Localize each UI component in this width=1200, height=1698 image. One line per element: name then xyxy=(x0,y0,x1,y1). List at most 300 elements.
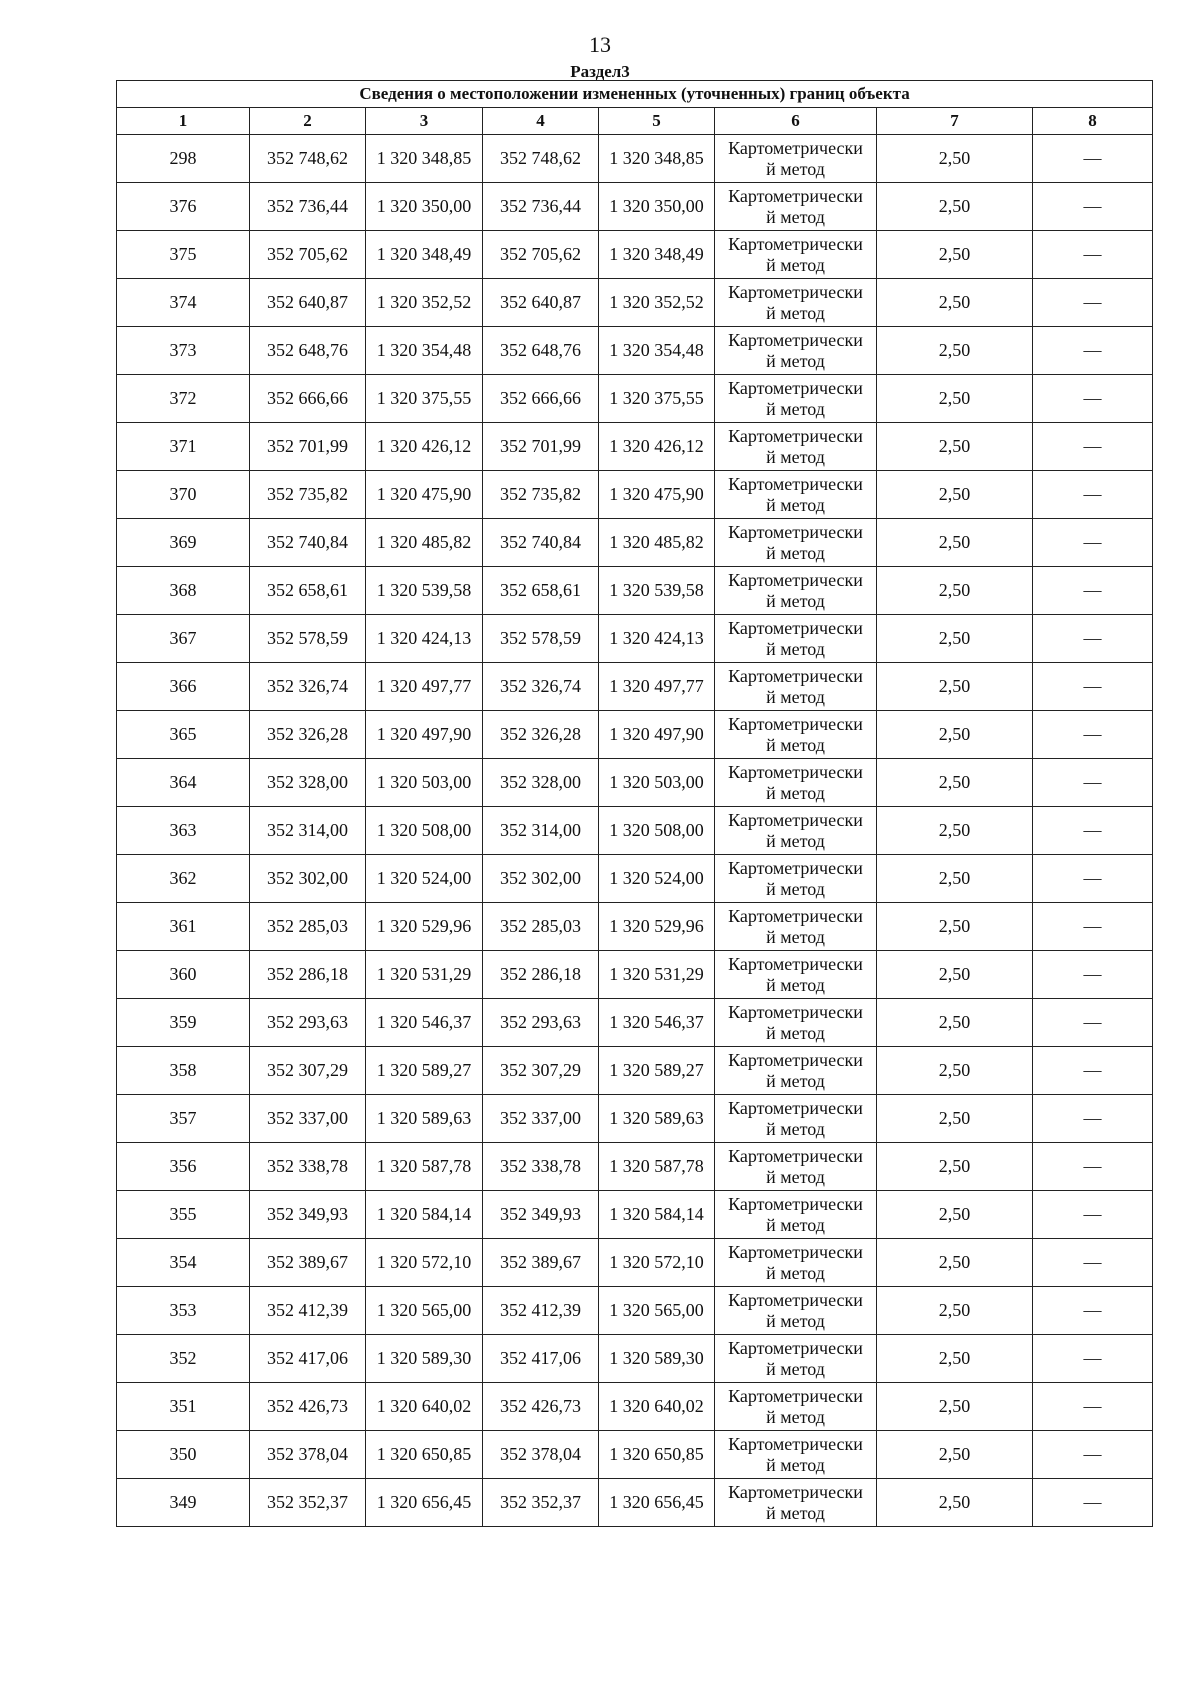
method-text-line2: й метод xyxy=(766,206,825,227)
point-number-cell: 362 xyxy=(117,855,250,903)
x-new-cell: 352 389,67 xyxy=(483,1239,599,1287)
table-row xyxy=(117,1047,1153,1095)
table-row xyxy=(117,567,1153,615)
method-text-line1: Картометрически xyxy=(728,1193,863,1214)
method-text-line2: й метод xyxy=(766,830,825,851)
y-old-cell: 1 320 497,77 xyxy=(366,663,483,711)
method-text-line2: й метод xyxy=(766,446,825,467)
accuracy-cell: 2,50 xyxy=(877,1143,1033,1191)
x-old-cell: 352 658,61 xyxy=(250,567,366,615)
method-text-line1: Картометрически xyxy=(728,953,863,974)
x-new-cell: 352 314,00 xyxy=(483,807,599,855)
method-text-line1: Картометрически xyxy=(728,1433,863,1454)
method-cell xyxy=(715,183,877,231)
method-text-line1: Картометрически xyxy=(728,281,863,302)
x-old-cell: 352 302,00 xyxy=(250,855,366,903)
point-number-cell: 351 xyxy=(117,1383,250,1431)
method-text-line1: Картометрически xyxy=(728,185,863,206)
table-row xyxy=(117,1287,1153,1335)
method-text-line2: й метод xyxy=(766,254,825,275)
note-cell: — xyxy=(1033,855,1153,903)
accuracy-cell: 2,50 xyxy=(877,183,1033,231)
y-new-cell: 1 320 572,10 xyxy=(599,1239,715,1287)
accuracy-cell: 2,50 xyxy=(877,375,1033,423)
y-old-cell: 1 320 354,48 xyxy=(366,327,483,375)
point-number-cell: 349 xyxy=(117,1479,250,1527)
x-new-cell: 352 648,76 xyxy=(483,327,599,375)
x-old-cell: 352 578,59 xyxy=(250,615,366,663)
point-number-cell: 352 xyxy=(117,1335,250,1383)
note-cell: — xyxy=(1033,711,1153,759)
x-new-cell: 352 417,06 xyxy=(483,1335,599,1383)
y-old-cell: 1 320 539,58 xyxy=(366,567,483,615)
y-old-cell: 1 320 546,37 xyxy=(366,999,483,1047)
method-cell xyxy=(715,855,877,903)
x-old-cell: 352 412,39 xyxy=(250,1287,366,1335)
method-cell xyxy=(715,231,877,279)
column-number: 3 xyxy=(366,108,483,135)
x-new-cell: 352 285,03 xyxy=(483,903,599,951)
method-text-line1: Картометрически xyxy=(728,233,863,254)
y-old-cell: 1 320 587,78 xyxy=(366,1143,483,1191)
method-text-line2: й метод xyxy=(766,350,825,371)
y-new-cell: 1 320 589,27 xyxy=(599,1047,715,1095)
point-number-cell: 353 xyxy=(117,1287,250,1335)
method-cell xyxy=(715,999,877,1047)
y-new-cell: 1 320 589,30 xyxy=(599,1335,715,1383)
note-cell: — xyxy=(1033,1143,1153,1191)
method-cell xyxy=(715,1095,877,1143)
point-number-cell: 359 xyxy=(117,999,250,1047)
y-old-cell: 1 320 589,30 xyxy=(366,1335,483,1383)
y-old-cell: 1 320 584,14 xyxy=(366,1191,483,1239)
point-number-cell: 358 xyxy=(117,1047,250,1095)
y-old-cell: 1 320 531,29 xyxy=(366,951,483,999)
table-row xyxy=(117,423,1153,471)
table-row xyxy=(117,951,1153,999)
method-cell xyxy=(715,1383,877,1431)
method-text-line1: Картометрически xyxy=(728,569,863,590)
accuracy-cell: 2,50 xyxy=(877,663,1033,711)
y-old-cell: 1 320 589,63 xyxy=(366,1095,483,1143)
y-new-cell: 1 320 475,90 xyxy=(599,471,715,519)
point-number-cell: 357 xyxy=(117,1095,250,1143)
method-cell xyxy=(715,663,877,711)
note-cell: — xyxy=(1033,1239,1153,1287)
accuracy-cell: 2,50 xyxy=(877,279,1033,327)
note-cell: — xyxy=(1033,471,1153,519)
method-text-line2: й метод xyxy=(766,878,825,899)
method-text-line2: й метод xyxy=(766,782,825,803)
method-text-line1: Картометрически xyxy=(728,1481,863,1502)
note-cell: — xyxy=(1033,231,1153,279)
method-text-line2: й метод xyxy=(766,1454,825,1475)
method-cell xyxy=(715,519,877,567)
x-new-cell: 352 735,82 xyxy=(483,471,599,519)
table-row xyxy=(117,471,1153,519)
note-cell: — xyxy=(1033,135,1153,183)
table-row xyxy=(117,1335,1153,1383)
accuracy-cell: 2,50 xyxy=(877,1335,1033,1383)
method-text-line1: Картометрически xyxy=(728,521,863,542)
point-number-cell: 356 xyxy=(117,1143,250,1191)
y-old-cell: 1 320 640,02 xyxy=(366,1383,483,1431)
x-new-cell: 352 326,74 xyxy=(483,663,599,711)
x-old-cell: 352 666,66 xyxy=(250,375,366,423)
table-row xyxy=(117,615,1153,663)
point-number-cell: 371 xyxy=(117,423,250,471)
method-text-line2: й метод xyxy=(766,1262,825,1283)
note-cell: — xyxy=(1033,423,1153,471)
method-cell xyxy=(715,1479,877,1527)
table-row xyxy=(117,327,1153,375)
note-cell: — xyxy=(1033,327,1153,375)
y-new-cell: 1 320 587,78 xyxy=(599,1143,715,1191)
method-cell xyxy=(715,1335,877,1383)
note-cell: — xyxy=(1033,615,1153,663)
method-cell xyxy=(715,711,877,759)
point-number-cell: 364 xyxy=(117,759,250,807)
point-number-cell: 374 xyxy=(117,279,250,327)
method-text-line1: Картометрически xyxy=(728,1097,863,1118)
accuracy-cell: 2,50 xyxy=(877,1287,1033,1335)
x-old-cell: 352 352,37 xyxy=(250,1479,366,1527)
point-number-cell: 370 xyxy=(117,471,250,519)
x-new-cell: 352 338,78 xyxy=(483,1143,599,1191)
accuracy-cell: 2,50 xyxy=(877,1047,1033,1095)
column-number: 4 xyxy=(483,108,599,135)
note-cell: — xyxy=(1033,183,1153,231)
point-number-cell: 369 xyxy=(117,519,250,567)
point-number-cell: 372 xyxy=(117,375,250,423)
y-new-cell: 1 320 584,14 xyxy=(599,1191,715,1239)
table-row xyxy=(117,231,1153,279)
method-text-line1: Картометрически xyxy=(728,713,863,734)
x-old-cell: 352 328,00 xyxy=(250,759,366,807)
x-new-cell: 352 328,00 xyxy=(483,759,599,807)
method-cell xyxy=(715,1287,877,1335)
table-row xyxy=(117,807,1153,855)
y-new-cell: 1 320 503,00 xyxy=(599,759,715,807)
method-text-line1: Картометрически xyxy=(728,1337,863,1358)
x-old-cell: 352 701,99 xyxy=(250,423,366,471)
accuracy-cell: 2,50 xyxy=(877,711,1033,759)
x-old-cell: 352 735,82 xyxy=(250,471,366,519)
x-old-cell: 352 337,00 xyxy=(250,1095,366,1143)
x-new-cell: 352 326,28 xyxy=(483,711,599,759)
x-new-cell: 352 293,63 xyxy=(483,999,599,1047)
method-cell xyxy=(715,135,877,183)
method-cell xyxy=(715,375,877,423)
x-new-cell: 352 426,73 xyxy=(483,1383,599,1431)
method-text-line2: й метод xyxy=(766,1070,825,1091)
x-new-cell: 352 640,87 xyxy=(483,279,599,327)
method-text-line2: й метод xyxy=(766,542,825,563)
y-new-cell: 1 320 426,12 xyxy=(599,423,715,471)
y-old-cell: 1 320 348,49 xyxy=(366,231,483,279)
method-text-line1: Картометрически xyxy=(728,761,863,782)
table-row xyxy=(117,135,1153,183)
x-new-cell: 352 337,00 xyxy=(483,1095,599,1143)
method-text-line2: й метод xyxy=(766,1214,825,1235)
accuracy-cell: 2,50 xyxy=(877,855,1033,903)
accuracy-cell: 2,50 xyxy=(877,1479,1033,1527)
y-new-cell: 1 320 375,55 xyxy=(599,375,715,423)
note-cell: — xyxy=(1033,1095,1153,1143)
table-row xyxy=(117,1095,1153,1143)
x-new-cell: 352 701,99 xyxy=(483,423,599,471)
method-text-line1: Картометрически xyxy=(728,1241,863,1262)
point-number-cell: 361 xyxy=(117,903,250,951)
y-new-cell: 1 320 350,00 xyxy=(599,183,715,231)
x-old-cell: 352 326,74 xyxy=(250,663,366,711)
x-old-cell: 352 748,62 xyxy=(250,135,366,183)
method-cell xyxy=(715,807,877,855)
note-cell: — xyxy=(1033,1479,1153,1527)
y-old-cell: 1 320 426,12 xyxy=(366,423,483,471)
method-cell xyxy=(715,423,877,471)
column-number: 8 xyxy=(1033,108,1153,135)
method-text-line2: й метод xyxy=(766,158,825,179)
x-new-cell: 352 302,00 xyxy=(483,855,599,903)
x-new-cell: 352 307,29 xyxy=(483,1047,599,1095)
point-number-cell: 368 xyxy=(117,567,250,615)
method-text-line1: Картометрически xyxy=(728,1385,863,1406)
method-cell xyxy=(715,1143,877,1191)
method-text-line2: й метод xyxy=(766,1502,825,1523)
note-cell: — xyxy=(1033,999,1153,1047)
accuracy-cell: 2,50 xyxy=(877,471,1033,519)
note-cell: — xyxy=(1033,567,1153,615)
accuracy-cell: 2,50 xyxy=(877,615,1033,663)
point-number-cell: 367 xyxy=(117,615,250,663)
x-new-cell: 352 705,62 xyxy=(483,231,599,279)
method-text-line1: Картометрически xyxy=(728,473,863,494)
y-new-cell: 1 320 539,58 xyxy=(599,567,715,615)
y-old-cell: 1 320 524,00 xyxy=(366,855,483,903)
method-text-line2: й метод xyxy=(766,734,825,755)
y-new-cell: 1 320 565,00 xyxy=(599,1287,715,1335)
point-number-cell: 298 xyxy=(117,135,250,183)
method-text-line2: й метод xyxy=(766,686,825,707)
table-row xyxy=(117,1143,1153,1191)
y-new-cell: 1 320 348,49 xyxy=(599,231,715,279)
x-new-cell: 352 740,84 xyxy=(483,519,599,567)
accuracy-cell: 2,50 xyxy=(877,1431,1033,1479)
method-cell xyxy=(715,279,877,327)
y-new-cell: 1 320 529,96 xyxy=(599,903,715,951)
column-number: 2 xyxy=(250,108,366,135)
coordinates-table xyxy=(116,80,1153,1527)
y-old-cell: 1 320 375,55 xyxy=(366,375,483,423)
method-cell xyxy=(715,1191,877,1239)
x-old-cell: 352 740,84 xyxy=(250,519,366,567)
accuracy-cell: 2,50 xyxy=(877,1383,1033,1431)
x-new-cell: 352 412,39 xyxy=(483,1287,599,1335)
method-text-line2: й метод xyxy=(766,398,825,419)
y-old-cell: 1 320 589,27 xyxy=(366,1047,483,1095)
method-text-line2: й метод xyxy=(766,1310,825,1331)
note-cell: — xyxy=(1033,903,1153,951)
accuracy-cell: 2,50 xyxy=(877,1095,1033,1143)
method-text-line1: Картометрически xyxy=(728,665,863,686)
y-old-cell: 1 320 529,96 xyxy=(366,903,483,951)
method-text-line2: й метод xyxy=(766,638,825,659)
y-old-cell: 1 320 508,00 xyxy=(366,807,483,855)
table-row xyxy=(117,711,1153,759)
table-row xyxy=(117,519,1153,567)
note-cell: — xyxy=(1033,1047,1153,1095)
table-row xyxy=(117,279,1153,327)
x-new-cell: 352 666,66 xyxy=(483,375,599,423)
method-text-line2: й метод xyxy=(766,1406,825,1427)
x-old-cell: 352 736,44 xyxy=(250,183,366,231)
method-text-line2: й метод xyxy=(766,1166,825,1187)
y-old-cell: 1 320 650,85 xyxy=(366,1431,483,1479)
method-cell xyxy=(715,951,877,999)
y-new-cell: 1 320 348,85 xyxy=(599,135,715,183)
accuracy-cell: 2,50 xyxy=(877,999,1033,1047)
method-text-line2: й метод xyxy=(766,494,825,515)
x-old-cell: 352 286,18 xyxy=(250,951,366,999)
table-caption: Сведения о местоположении измененных (уточненных) границ объекта xyxy=(117,81,1153,108)
method-text-line1: Картометрически xyxy=(728,809,863,830)
x-old-cell: 352 389,67 xyxy=(250,1239,366,1287)
table-row xyxy=(117,1239,1153,1287)
note-cell: — xyxy=(1033,1287,1153,1335)
x-old-cell: 352 648,76 xyxy=(250,327,366,375)
y-new-cell: 1 320 589,63 xyxy=(599,1095,715,1143)
method-text-line2: й метод xyxy=(766,590,825,611)
accuracy-cell: 2,50 xyxy=(877,135,1033,183)
x-new-cell: 352 748,62 xyxy=(483,135,599,183)
table-row xyxy=(117,1191,1153,1239)
note-cell: — xyxy=(1033,759,1153,807)
note-cell: — xyxy=(1033,807,1153,855)
method-cell xyxy=(715,327,877,375)
method-text-line2: й метод xyxy=(766,1022,825,1043)
x-old-cell: 352 293,63 xyxy=(250,999,366,1047)
y-old-cell: 1 320 503,00 xyxy=(366,759,483,807)
point-number-cell: 366 xyxy=(117,663,250,711)
x-old-cell: 352 326,28 xyxy=(250,711,366,759)
x-new-cell: 352 378,04 xyxy=(483,1431,599,1479)
y-old-cell: 1 320 475,90 xyxy=(366,471,483,519)
method-cell xyxy=(715,1047,877,1095)
accuracy-cell: 2,50 xyxy=(877,327,1033,375)
y-old-cell: 1 320 572,10 xyxy=(366,1239,483,1287)
table-row xyxy=(117,759,1153,807)
point-number-cell: 376 xyxy=(117,183,250,231)
accuracy-cell: 2,50 xyxy=(877,1191,1033,1239)
method-cell xyxy=(715,615,877,663)
column-number: 6 xyxy=(715,108,877,135)
accuracy-cell: 2,50 xyxy=(877,423,1033,471)
method-text-line1: Картометрически xyxy=(728,857,863,878)
method-cell xyxy=(715,1239,877,1287)
y-new-cell: 1 320 424,13 xyxy=(599,615,715,663)
y-new-cell: 1 320 650,85 xyxy=(599,1431,715,1479)
accuracy-cell: 2,50 xyxy=(877,807,1033,855)
accuracy-cell: 2,50 xyxy=(877,231,1033,279)
method-text-line2: й метод xyxy=(766,1358,825,1379)
column-number: 1 xyxy=(117,108,250,135)
y-new-cell: 1 320 531,29 xyxy=(599,951,715,999)
table-row xyxy=(117,663,1153,711)
point-number-cell: 363 xyxy=(117,807,250,855)
table-caption-row xyxy=(117,81,1153,108)
point-number-cell: 360 xyxy=(117,951,250,999)
method-text-line2: й метод xyxy=(766,974,825,995)
note-cell: — xyxy=(1033,1431,1153,1479)
x-old-cell: 352 307,29 xyxy=(250,1047,366,1095)
table-body xyxy=(117,135,1153,1527)
y-old-cell: 1 320 656,45 xyxy=(366,1479,483,1527)
y-new-cell: 1 320 352,52 xyxy=(599,279,715,327)
method-text-line1: Картометрически xyxy=(728,1145,863,1166)
note-cell: — xyxy=(1033,279,1153,327)
y-new-cell: 1 320 485,82 xyxy=(599,519,715,567)
x-old-cell: 352 640,87 xyxy=(250,279,366,327)
method-text-line1: Картометрически xyxy=(728,1001,863,1022)
note-cell: — xyxy=(1033,375,1153,423)
x-old-cell: 352 338,78 xyxy=(250,1143,366,1191)
method-text-line1: Картометрически xyxy=(728,137,863,158)
y-old-cell: 1 320 348,85 xyxy=(366,135,483,183)
y-old-cell: 1 320 352,52 xyxy=(366,279,483,327)
column-number-row xyxy=(117,108,1153,135)
x-new-cell: 352 286,18 xyxy=(483,951,599,999)
y-old-cell: 1 320 424,13 xyxy=(366,615,483,663)
method-text-line2: й метод xyxy=(766,1118,825,1139)
y-new-cell: 1 320 656,45 xyxy=(599,1479,715,1527)
x-old-cell: 352 378,04 xyxy=(250,1431,366,1479)
note-cell: — xyxy=(1033,1191,1153,1239)
method-cell xyxy=(715,903,877,951)
column-number: 5 xyxy=(599,108,715,135)
note-cell: — xyxy=(1033,519,1153,567)
y-new-cell: 1 320 640,02 xyxy=(599,1383,715,1431)
method-cell xyxy=(715,759,877,807)
x-old-cell: 352 705,62 xyxy=(250,231,366,279)
method-text-line1: Картометрически xyxy=(728,329,863,350)
accuracy-cell: 2,50 xyxy=(877,951,1033,999)
point-number-cell: 373 xyxy=(117,327,250,375)
y-new-cell: 1 320 354,48 xyxy=(599,327,715,375)
x-old-cell: 352 417,06 xyxy=(250,1335,366,1383)
accuracy-cell: 2,50 xyxy=(877,903,1033,951)
x-old-cell: 352 349,93 xyxy=(250,1191,366,1239)
method-text-line1: Картометрически xyxy=(728,377,863,398)
point-number-cell: 375 xyxy=(117,231,250,279)
section-title: Раздел3 xyxy=(570,62,630,81)
point-number-cell: 354 xyxy=(117,1239,250,1287)
table-row xyxy=(117,999,1153,1047)
method-cell xyxy=(715,567,877,615)
accuracy-cell: 2,50 xyxy=(877,1239,1033,1287)
y-old-cell: 1 320 497,90 xyxy=(366,711,483,759)
x-old-cell: 352 285,03 xyxy=(250,903,366,951)
y-new-cell: 1 320 546,37 xyxy=(599,999,715,1047)
x-new-cell: 352 349,93 xyxy=(483,1191,599,1239)
table-row xyxy=(117,1479,1153,1527)
point-number-cell: 365 xyxy=(117,711,250,759)
table-row xyxy=(117,1431,1153,1479)
method-cell xyxy=(715,1431,877,1479)
method-text-line1: Картометрически xyxy=(728,1049,863,1070)
accuracy-cell: 2,50 xyxy=(877,567,1033,615)
y-new-cell: 1 320 508,00 xyxy=(599,807,715,855)
